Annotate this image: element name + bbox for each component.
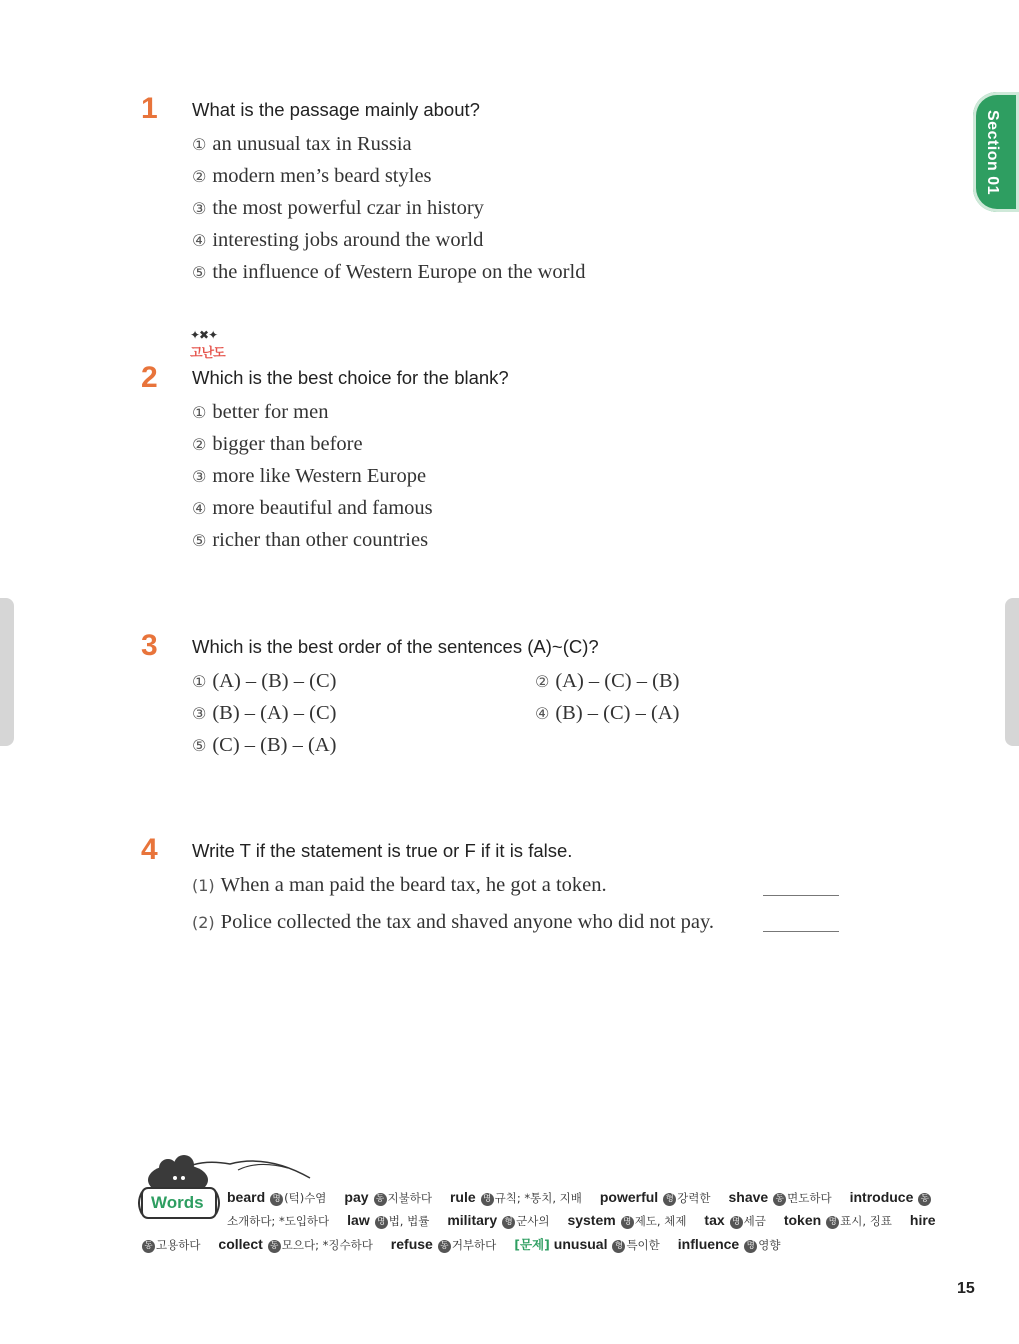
q3-option-4[interactable] [535, 702, 679, 725]
vocab-meaning: 법, 법률 [388, 1214, 430, 1228]
q4-question: Write T if the statement is true or F if it is false. [192, 840, 573, 861]
option-text: (A) – (C) – (B) [555, 670, 680, 692]
vocab-meaning: 소개하다; *도입하다 [227, 1214, 330, 1228]
pos-icon: 동 [142, 1240, 155, 1253]
vocab-meaning: 규칙; *통치, 지배 [494, 1191, 582, 1205]
q3-question: Which is the best order of the sentences (A)~(C)? [192, 636, 599, 657]
words-line-1 [227, 1189, 932, 1206]
vocab-meaning: 세금 [743, 1214, 766, 1228]
option-mark: ② [192, 167, 207, 186]
option-mark: ④ [192, 499, 207, 518]
left-edge-tab [0, 598, 14, 746]
right-edge-tab [1005, 598, 1019, 746]
difficulty-badge-label: 고난도 [190, 346, 225, 361]
q2-number: 2 [141, 361, 158, 394]
option-mark: ④ [535, 704, 550, 723]
pos-icon: 명 [481, 1193, 494, 1206]
option-text: (B) – (A) – (C) [212, 702, 337, 724]
option-mark: ① [192, 403, 207, 422]
option-mark: ③ [192, 199, 207, 218]
vocab-meaning: 제도, 체제 [634, 1214, 687, 1228]
option-text: interesting jobs around the world [212, 229, 484, 251]
vocab-meaning: 모으다; *징수하다 [281, 1238, 373, 1252]
q2-question: Which is the best choice for the blank? [192, 367, 509, 388]
option-text: (A) – (B) – (C) [212, 670, 337, 692]
option-mark: ⑤ [192, 531, 207, 550]
vocab-word: collect [218, 1236, 263, 1252]
vocab-meaning: 면도하다 [787, 1191, 832, 1205]
option-text: richer than other countries [212, 529, 429, 551]
q3-option-3[interactable] [192, 702, 336, 725]
option-text: an unusual tax in Russia [212, 133, 412, 155]
statement-text: Police collected the tax and shaved anyone who did not pay. [220, 911, 715, 933]
statement-mark: (1) [192, 876, 215, 895]
vocab-meaning: 군사의 [516, 1214, 550, 1228]
q3-option-1[interactable] [192, 670, 336, 693]
option-text: more beautiful and famous [212, 497, 433, 519]
pos-icon: 형 [502, 1216, 515, 1229]
vocab-word: system [567, 1212, 616, 1228]
q2-option-3[interactable] [192, 465, 426, 488]
pos-icon: 명 [730, 1216, 743, 1229]
vocab-word: unusual [553, 1236, 608, 1252]
words-line-2 [227, 1212, 936, 1229]
q4-statement-1 [192, 874, 607, 897]
vocab-meaning: 거부하다 [451, 1238, 497, 1252]
option-text: (B) – (C) – (A) [555, 702, 680, 724]
option-mark: ③ [192, 704, 207, 723]
statement-mark: (2) [192, 913, 215, 932]
q4-number: 4 [141, 833, 158, 866]
q1-option-3[interactable] [192, 197, 484, 220]
pos-icon: 형 [612, 1240, 625, 1253]
q3-number: 3 [141, 629, 158, 662]
option-text: better for men [212, 401, 329, 423]
q1-option-1[interactable] [192, 133, 412, 156]
pos-icon: 명 [270, 1193, 283, 1206]
q1-option-5[interactable] [192, 261, 585, 284]
option-text: the most powerful czar in history [212, 197, 484, 219]
option-mark: ⑤ [192, 736, 207, 755]
statement-text: When a man paid the beard tax, he got a token. [220, 874, 607, 896]
q1-number: 1 [141, 92, 158, 125]
difficulty-badge [190, 328, 230, 364]
section-tab-label: Section 01 [984, 110, 1001, 196]
vocab-word: powerful [599, 1189, 659, 1205]
vocab-word: refuse [390, 1236, 433, 1252]
pos-icon: 동 [374, 1193, 387, 1206]
pos-icon: 동 [438, 1240, 451, 1253]
q4-statement-2 [192, 911, 714, 934]
option-mark: ④ [192, 231, 207, 250]
option-mark: ⑤ [192, 263, 207, 282]
option-mark: ③ [192, 467, 207, 486]
option-text: the influence of Western Europe on the world [212, 261, 586, 283]
vocab-word: rule [449, 1189, 476, 1205]
vocab-word: token [783, 1212, 822, 1228]
q2-option-5[interactable] [192, 529, 428, 552]
vocab-word: pay [344, 1189, 369, 1205]
page-number: 15 [957, 1280, 975, 1297]
pos-icon: 명 [744, 1240, 757, 1253]
vocab-word: influence [677, 1236, 740, 1252]
words-line-3 [141, 1235, 794, 1253]
q4-answer-blank-2[interactable] [763, 931, 839, 932]
vocab-meaning: 고용하다 [156, 1238, 201, 1252]
q1-question: What is the passage mainly about? [192, 99, 480, 120]
pos-icon: 명 [826, 1216, 839, 1229]
vocab-meaning: 표시, 징표 [840, 1214, 892, 1228]
option-text: more like Western Europe [212, 465, 427, 487]
vocab-word: law [347, 1212, 370, 1228]
pos-icon: 동 [918, 1193, 931, 1206]
vocab-word: introduce [849, 1189, 914, 1205]
pos-icon: 형 [663, 1193, 676, 1206]
vocab-word: hire [909, 1212, 936, 1228]
option-mark: ① [192, 672, 207, 691]
vocab-word: shave [728, 1189, 769, 1205]
words-logo-label: Words [151, 1193, 204, 1212]
q3-option-5[interactable] [192, 734, 336, 757]
section-tab [973, 92, 1019, 212]
q3-option-2[interactable] [535, 670, 679, 693]
option-text: modern men’s beard styles [212, 165, 432, 187]
option-text: bigger than before [212, 433, 363, 455]
option-text: (C) – (B) – (A) [212, 734, 337, 756]
vocab-meaning: 특이한 [626, 1238, 660, 1252]
q2-option-1[interactable] [192, 401, 328, 424]
q1-option-4[interactable] [192, 229, 483, 252]
vocab-word: tax [704, 1212, 725, 1228]
vocab-meaning: 영향 [758, 1238, 781, 1252]
vocab-word: military [447, 1212, 498, 1228]
option-mark: ② [192, 435, 207, 454]
vocab-word: beard [227, 1189, 266, 1205]
pos-icon: 동 [268, 1240, 281, 1253]
vocab-meaning: 지불하다 [387, 1191, 432, 1205]
pos-icon: 명 [621, 1216, 634, 1229]
q2-option-2[interactable] [192, 433, 363, 456]
option-mark: ① [192, 135, 207, 154]
pos-icon: 명 [375, 1216, 388, 1229]
vocab-meaning: (턱)수염 [284, 1191, 327, 1205]
difficulty-stars-icon: ✦✖✦ [190, 328, 218, 342]
q2-option-4[interactable] [192, 497, 433, 520]
pos-icon: 동 [773, 1193, 786, 1206]
option-mark: ② [535, 672, 550, 691]
q4-answer-blank-1[interactable] [763, 895, 839, 896]
q1-option-2[interactable] [192, 165, 432, 188]
vocab-meaning: 강력한 [677, 1191, 711, 1205]
problem-tag: [문제] [514, 1237, 550, 1252]
